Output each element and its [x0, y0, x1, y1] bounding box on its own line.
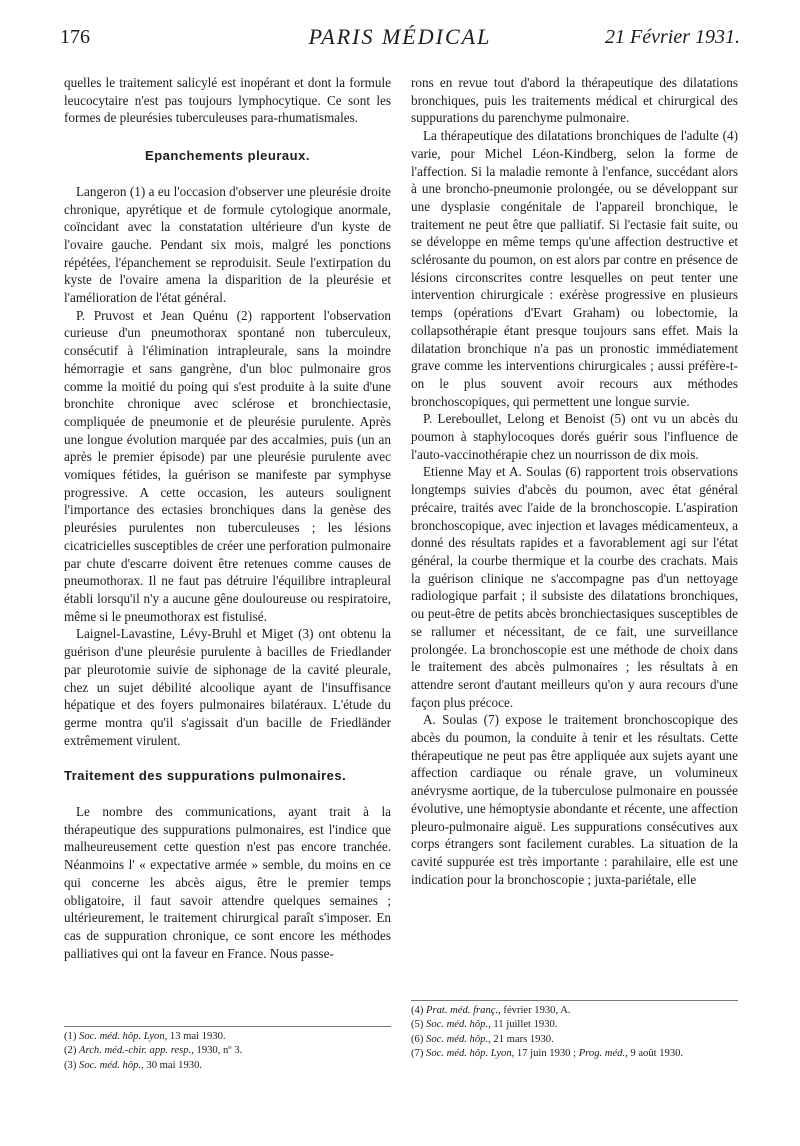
paragraph: Langeron (1) a eu l'occasion d'observer une pleurésie droite chronique, apyrétique et de formule cytologique anormale, coïncidant avec la constatation ultérieure d'un kyste de l'ovaire gauche. Pendant six mois, malgré les ponctions répétées, l'épanchement se reproduisit. Seule l'extirpation du kyste de l'ovaire amena la disparition de la pleurésie et l'amélioration de l'état général.: [64, 183, 391, 306]
footnote: (5) Soc. méd. hôp., 11 juillet 1930.: [411, 1019, 558, 1031]
paragraph: P. Lereboullet, Lelong et Benoist (5) ont vu un abcès du poumon à staphylocoques dorés guérir sous l'influence de l'auto-vaccinothérapie chez un nourrisson de dix mois.: [411, 411, 738, 462]
paragraph: quelles le traitement salicylé est inopérant et dont la formule leucocytaire n'est pas toujours lymphocytique. Ce sont les formes de pleurésies tuberculeuses para-rhumatismales.: [64, 75, 391, 126]
left-column: [64, 74, 391, 962]
paragraph: A. Soulas (7) expose le traitement bronchoscopique des abcès du poumon, la conduite à tenir et les résultats. Cette thérapeutique ne peut pas être appliquée aux sujets ayant une affection cardiaque ou rénale grave, un volumineux anévrysme aortique, de la tuberculose pulmonaire en poussée évolutive, une hémoptysie abondante et récente, une affection pleuro-pulmonaire aiguë. Les suppurations consécutives aux corps étrangers sont facilement curables. La situation de la cavité suppurée est très importante : parahilaire, elle est une indication pour la bronchoscopie ; juxta-pariétale, elle: [411, 712, 738, 887]
journal-title: PARIS MÉDICAL: [308, 24, 492, 49]
footnote: (7) Soc. méd. hôp. Lyon, 17 juin 1930 ; Prog. méd., 9 août 1930.: [411, 1047, 684, 1059]
paragraph: Etienne May et A. Soulas (6) rapportent trois observations longtemps suivies d'abcès du poumon, avec état général précaire, traités avec l'aide de la bronchoscopie. L'aspiration bronchoscopique, avec injection et lavages médicamenteux, a donné des résultats rapides et a favorablement agi sur l'état général, la courbe thermique et la courbe des crachats. Mais la guérison clinique ne s'accompagne pas d'un nettoyage radiologique parfait ; il subsiste des dilatations bronchiques, ou peut-être de petits abcès bronchiectasiques susceptibles de se rallumer et nécessitant, de ce fait, une surveillance prolongée. La bronchoscopie est une méthode de choix dans le traitement des abcès pulmonaires ; les résultats à en attendre seront d'autant meilleurs qu'on y aura recours d'une façon plus précoce.: [411, 464, 738, 710]
footnote: (6) Soc. méd. hôp., 21 mars 1930.: [411, 1033, 554, 1045]
footnotes-left: [64, 1026, 391, 1073]
section-heading: Epanchements pleuraux.: [145, 148, 310, 164]
page-header: [60, 20, 740, 56]
footnote: (2) Arch. méd.-chir. app. resp., 1930, nº 3.: [64, 1045, 243, 1057]
footnote: (4) Prat. méd. franç., février 1930, A.: [411, 1005, 571, 1016]
paragraph: Le nombre des communications, ayant trait à la thérapeutique des suppurations pulmonaires, est l'indice que malheureusement cette question n'est pas encore tranchée. Néanmoins l' « expectative armée » semble, du moins en ce qui concerne les abcès aigus, être le premier temps obligatoire, il faut savoir attendre quelques semaines ; ultérieurement, le traitement chirurgical paraît s'imposer. En cas de suppuration chronique, ce sont encore les méthodes palliatives qui ont la faveur en France. Nous passe-: [64, 804, 391, 961]
right-column: [411, 74, 738, 888]
page-number: 176: [60, 26, 90, 48]
footnotes-right: [411, 1000, 738, 1061]
paragraph: rons en revue tout d'abord la thérapeutique des dilatations bronchiques, puis les traitements médical et chirurgical des suppurations du parenchyme pulmonaire.: [411, 75, 738, 126]
footnote: (1) Soc. méd. hôp. Lyon, 13 mai 1930.: [64, 1031, 226, 1042]
footnote: (3) Soc. méd. hôp., 30 mai 1930.: [64, 1059, 203, 1071]
issue-date: 21 Février 1931.: [605, 26, 740, 48]
section-heading: Traitement des suppurations pulmonaires.: [64, 768, 347, 784]
paragraph: La thérapeutique des dilatations bronchiques de l'adulte (4) varie, pour Michel Léon-Kindberg, selon la forme de l'affection. Si la maladie remonte à l'enfance, succédant alors à une broncho-pneumonie prolongée, ou se développant sur une dysplasie congénitale de l'appareil bronchique, le traitement ne peut être que palliatif. Si l'ectasie fait suite, ou se développe en même temps qu'une affection destructive et sclérosante du poumon, on est alors par contre en présence de lésions circonscrites contre lesquelles on peut tenter une intervention chirurgicale : exérèse progressive en plusieurs temps (opérations d'Evart Graham) ou lobectomie, la collapsothérapie étant presque toujours sans effet. Mais la dilatation bronchique n'a pas un pronostic immédiatement grave comme les interventions chirurgicales ; aussi préfère-t-on le plus souvent avoir recours aux méthodes bronchoscopiques, qui permettent une longue survie.: [411, 128, 738, 409]
paragraph: P. Pruvost et Jean Quénu (2) rapportent l'observation curieuse d'un pneumothorax spontané non tuberculeux, consécutif à l'élimination intrapleurale, sans la moindre hémorragie et sans gangrène, d'un bloc pulmonaire gros comme la moitié du poing qui s'est produite à la suite d'une bronchite chronique avec sclérose et bronchiectasie, compliquée de pneumonie et de pleurésie purulente. Après une longue évolution marquée par des accalmies, puis (un an après le premier épisode) par une pleurésie purulente avec vomiques fétides, la guérison se manifeste par symphyse progressive. A cette occasion, les auteurs soulignent l'importance des ectasies bronchiques dans la genèse des pleurésies purulentes non tuberculeuses ; les lésions cicatricielles susceptibles de créer une perforation pulmonaire par chute d'escarre doivent être retenues comme causes de pneumothorax. Il ne faut pas détruire l'équilibre intrapleural établi lorsqu'il n'y a aucune gêne douloureuse ou respiratoire, même si le pneumothorax est fistulisé.: [64, 307, 391, 624]
paragraph: Laignel-Lavastine, Lévy-Bruhl et Miget (3) ont obtenu la guérison d'une pleurésie purulente à bacilles de Friedlander par pleurotomie suivie de siphonage de la cavité pleurale, chez un sujet débilité alcoolique ayant de l'insuffisance hépatique et des foyers pulmonaires bilatéraux. L'étude du germe montra qu'il s'agissait d'un bacille de Friedländer extrêmement virulent.: [64, 626, 391, 748]
